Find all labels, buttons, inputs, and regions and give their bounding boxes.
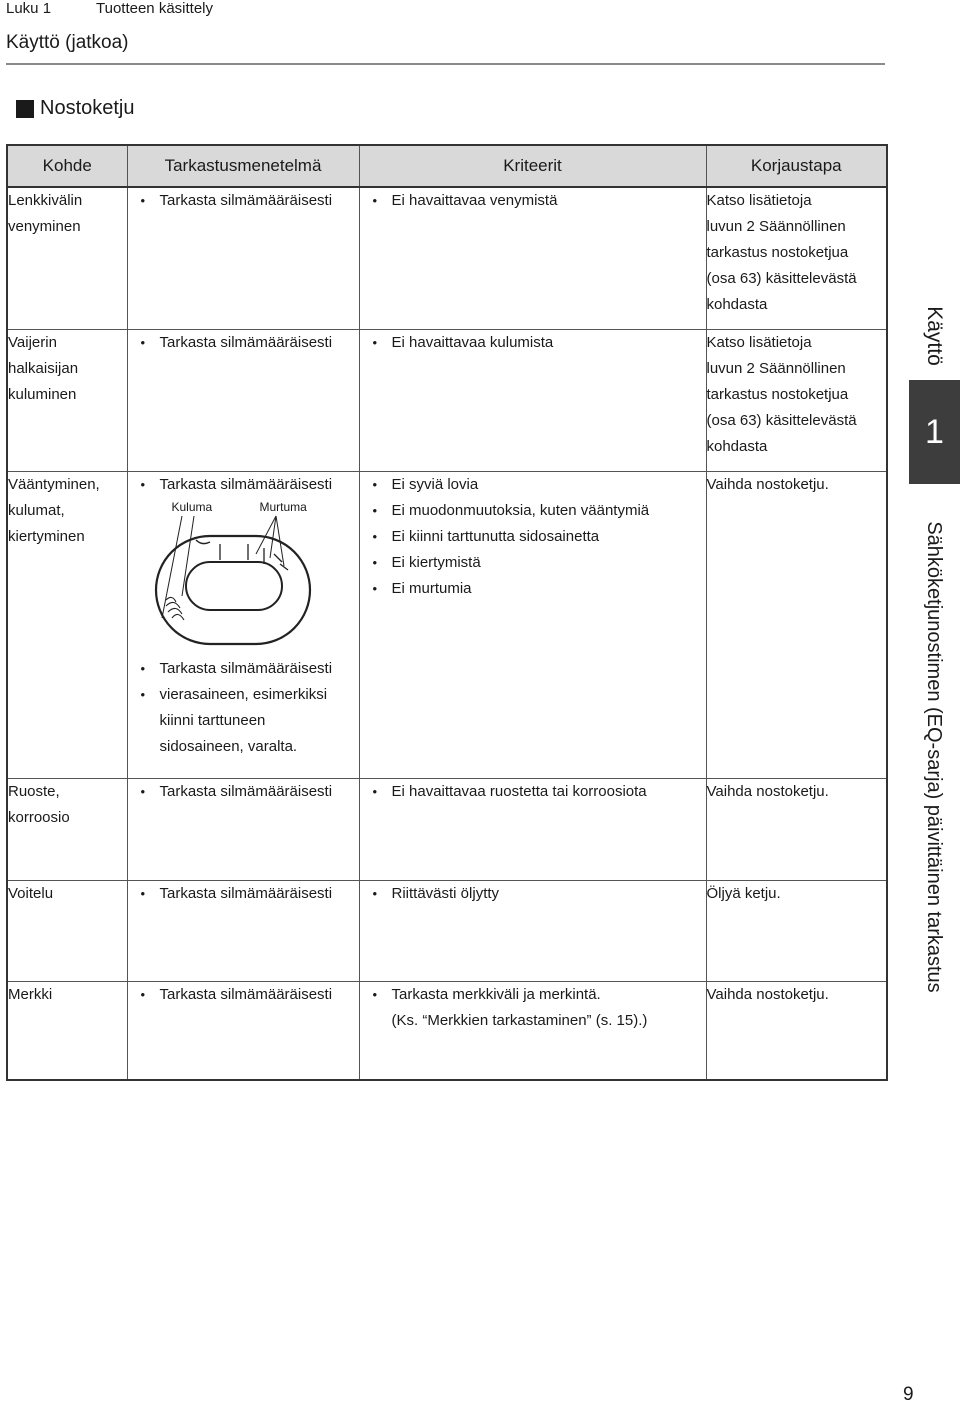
method-cell — [127, 329, 359, 471]
item-text: korroosio — [8, 808, 70, 826]
criteria-cell — [359, 187, 706, 329]
item-cell — [7, 187, 127, 329]
table-row — [7, 187, 887, 329]
remedy-text: tarkastus nostoketjua — [706, 385, 849, 403]
table-row — [7, 471, 887, 778]
method-continuation: • vierasaineen, esimerkiksi — [128, 682, 359, 708]
item-text: kulumat, — [8, 501, 65, 519]
criteria-bullet: • Riittävästi öljytty — [360, 881, 706, 907]
remedy-text: Katso lisätietoja — [706, 333, 812, 351]
remedy-text: Katso lisätietoja — [706, 192, 812, 209]
chain-link-illustration — [142, 498, 342, 656]
column-header-item: Kohde — [7, 145, 127, 187]
remedy-text: (osa 63) käsittelevästä — [706, 411, 857, 429]
item-text: Voitelu — [8, 884, 54, 902]
page-title: Käyttö (jatkoa) — [6, 32, 129, 53]
criteria-cell — [359, 778, 706, 880]
remedy-cell — [706, 329, 887, 471]
remedy-cell — [706, 187, 887, 329]
remedy-text: kohdasta — [706, 437, 768, 455]
criteria-bullet: • Ei havaittavaa kulumista — [360, 330, 706, 356]
remedy-text: Vaihda nostoketju. — [706, 475, 829, 493]
method-cell — [127, 981, 359, 1080]
wear-label: Kuluma — [171, 499, 213, 514]
method-cell — [127, 778, 359, 880]
item-cell — [7, 880, 127, 981]
criteria-bullet: • Ei muodonmuutoksia, kuten vääntymiä — [360, 498, 706, 524]
criteria-bullet: • Ei kiinni tarttunutta sidosainetta — [360, 524, 706, 550]
criteria-bullet: • Ei havaittavaa ruostetta tai korroosiota — [360, 779, 706, 805]
crack-label: Murtuma — [259, 499, 307, 514]
side-section-title: Sähköketjunostimen (EQ-sarja) päivittäinen tarkastus — [923, 521, 945, 993]
criteria-cell — [359, 471, 706, 778]
column-header-remedy: Korjaustapa — [706, 145, 887, 187]
method-bullet: • Tarkasta silmämääräisesti — [128, 472, 359, 498]
remedy-cell — [706, 778, 887, 880]
method-bullet: • Tarkasta silmämääräisesti — [128, 330, 359, 356]
chain-link-diagram — [142, 498, 359, 656]
item-text: Ruoste, — [8, 782, 60, 800]
table-row — [7, 778, 887, 880]
criteria-cell — [359, 329, 706, 471]
method-continuation: kiinni tarttuneen — [159, 711, 266, 729]
criteria-bullet: • Ei murtumia — [360, 576, 706, 602]
criteria-continuation: (Ks. “Merkkien tarkastaminen” (s. 15).) — [391, 1011, 648, 1029]
method-cell — [127, 471, 359, 778]
remedy-text: (osa 63) käsittelevästä — [706, 270, 857, 287]
criteria-cell — [359, 981, 706, 1080]
method-bullet: • Tarkasta silmämääräisesti — [128, 188, 359, 214]
item-text: halkaisijan — [8, 359, 79, 377]
method-bullet: • Tarkasta silmämääräisesti — [128, 779, 359, 805]
criteria-bullet: • Tarkasta merkkiväli ja merkintä. — [360, 982, 706, 1008]
criteria-bullet: • Ei havaittavaa venymistä — [360, 188, 706, 214]
section-title: Nostoketju — [40, 97, 135, 119]
method-bullet: • Tarkasta silmämääräisesti — [128, 982, 359, 1008]
remedy-text: Vaihda nostoketju. — [706, 985, 829, 1003]
remedy-text: tarkastus nostoketjua — [706, 244, 849, 261]
criteria-cell — [359, 880, 706, 981]
remedy-text: luvun 2 Säännöllinen — [706, 218, 846, 235]
method-cell — [127, 187, 359, 329]
item-cell — [7, 329, 127, 471]
method-bullet: • Tarkasta silmämääräisesti — [128, 656, 359, 682]
criteria-bullet: • Ei syviä lovia — [360, 472, 706, 498]
column-header-criteria: Kriteerit — [359, 145, 706, 187]
section-marker-icon — [16, 100, 34, 118]
chapter-label: Luku 1 — [6, 0, 52, 17]
remedy-text: Vaihda nostoketju. — [706, 782, 829, 800]
inspection-table — [6, 144, 888, 1081]
method-bullet: • Tarkasta silmämääräisesti — [128, 881, 359, 907]
method-cell — [127, 880, 359, 981]
column-header-method: Tarkastusmenetelmä — [127, 145, 359, 187]
item-text: kuluminen — [8, 385, 77, 403]
chapter-topic: Tuotteen käsittely — [96, 0, 214, 17]
header-divider — [6, 63, 885, 65]
item-cell — [7, 471, 127, 778]
remedy-cell — [706, 981, 887, 1080]
item-text: Vääntyminen, — [8, 475, 100, 493]
item-text: Merkki — [8, 985, 53, 1003]
remedy-cell — [706, 880, 887, 981]
item-cell — [7, 778, 127, 880]
chapter-tab-number: 1 — [925, 413, 944, 451]
remedy-text: luvun 2 Säännöllinen — [706, 359, 846, 377]
item-text: kiertyminen — [8, 527, 85, 545]
item-text: Lenkkivälin — [8, 192, 83, 209]
remedy-cell — [706, 471, 887, 778]
method-continuation: sidosaineen, varalta. — [159, 737, 298, 755]
remedy-text: kohdasta — [706, 296, 768, 313]
page-number: 9 — [903, 1384, 914, 1405]
item-cell — [7, 981, 127, 1080]
table-row — [7, 880, 887, 981]
table-row — [7, 329, 887, 471]
table-row — [7, 981, 887, 1080]
side-chapter-word: Käyttö — [923, 306, 946, 366]
item-text: venyminen — [8, 218, 81, 235]
criteria-bullet: • Ei kiertymistä — [360, 550, 706, 576]
item-text: Vaijerin — [8, 333, 57, 351]
remedy-text: Öljyä ketju. — [706, 884, 781, 902]
